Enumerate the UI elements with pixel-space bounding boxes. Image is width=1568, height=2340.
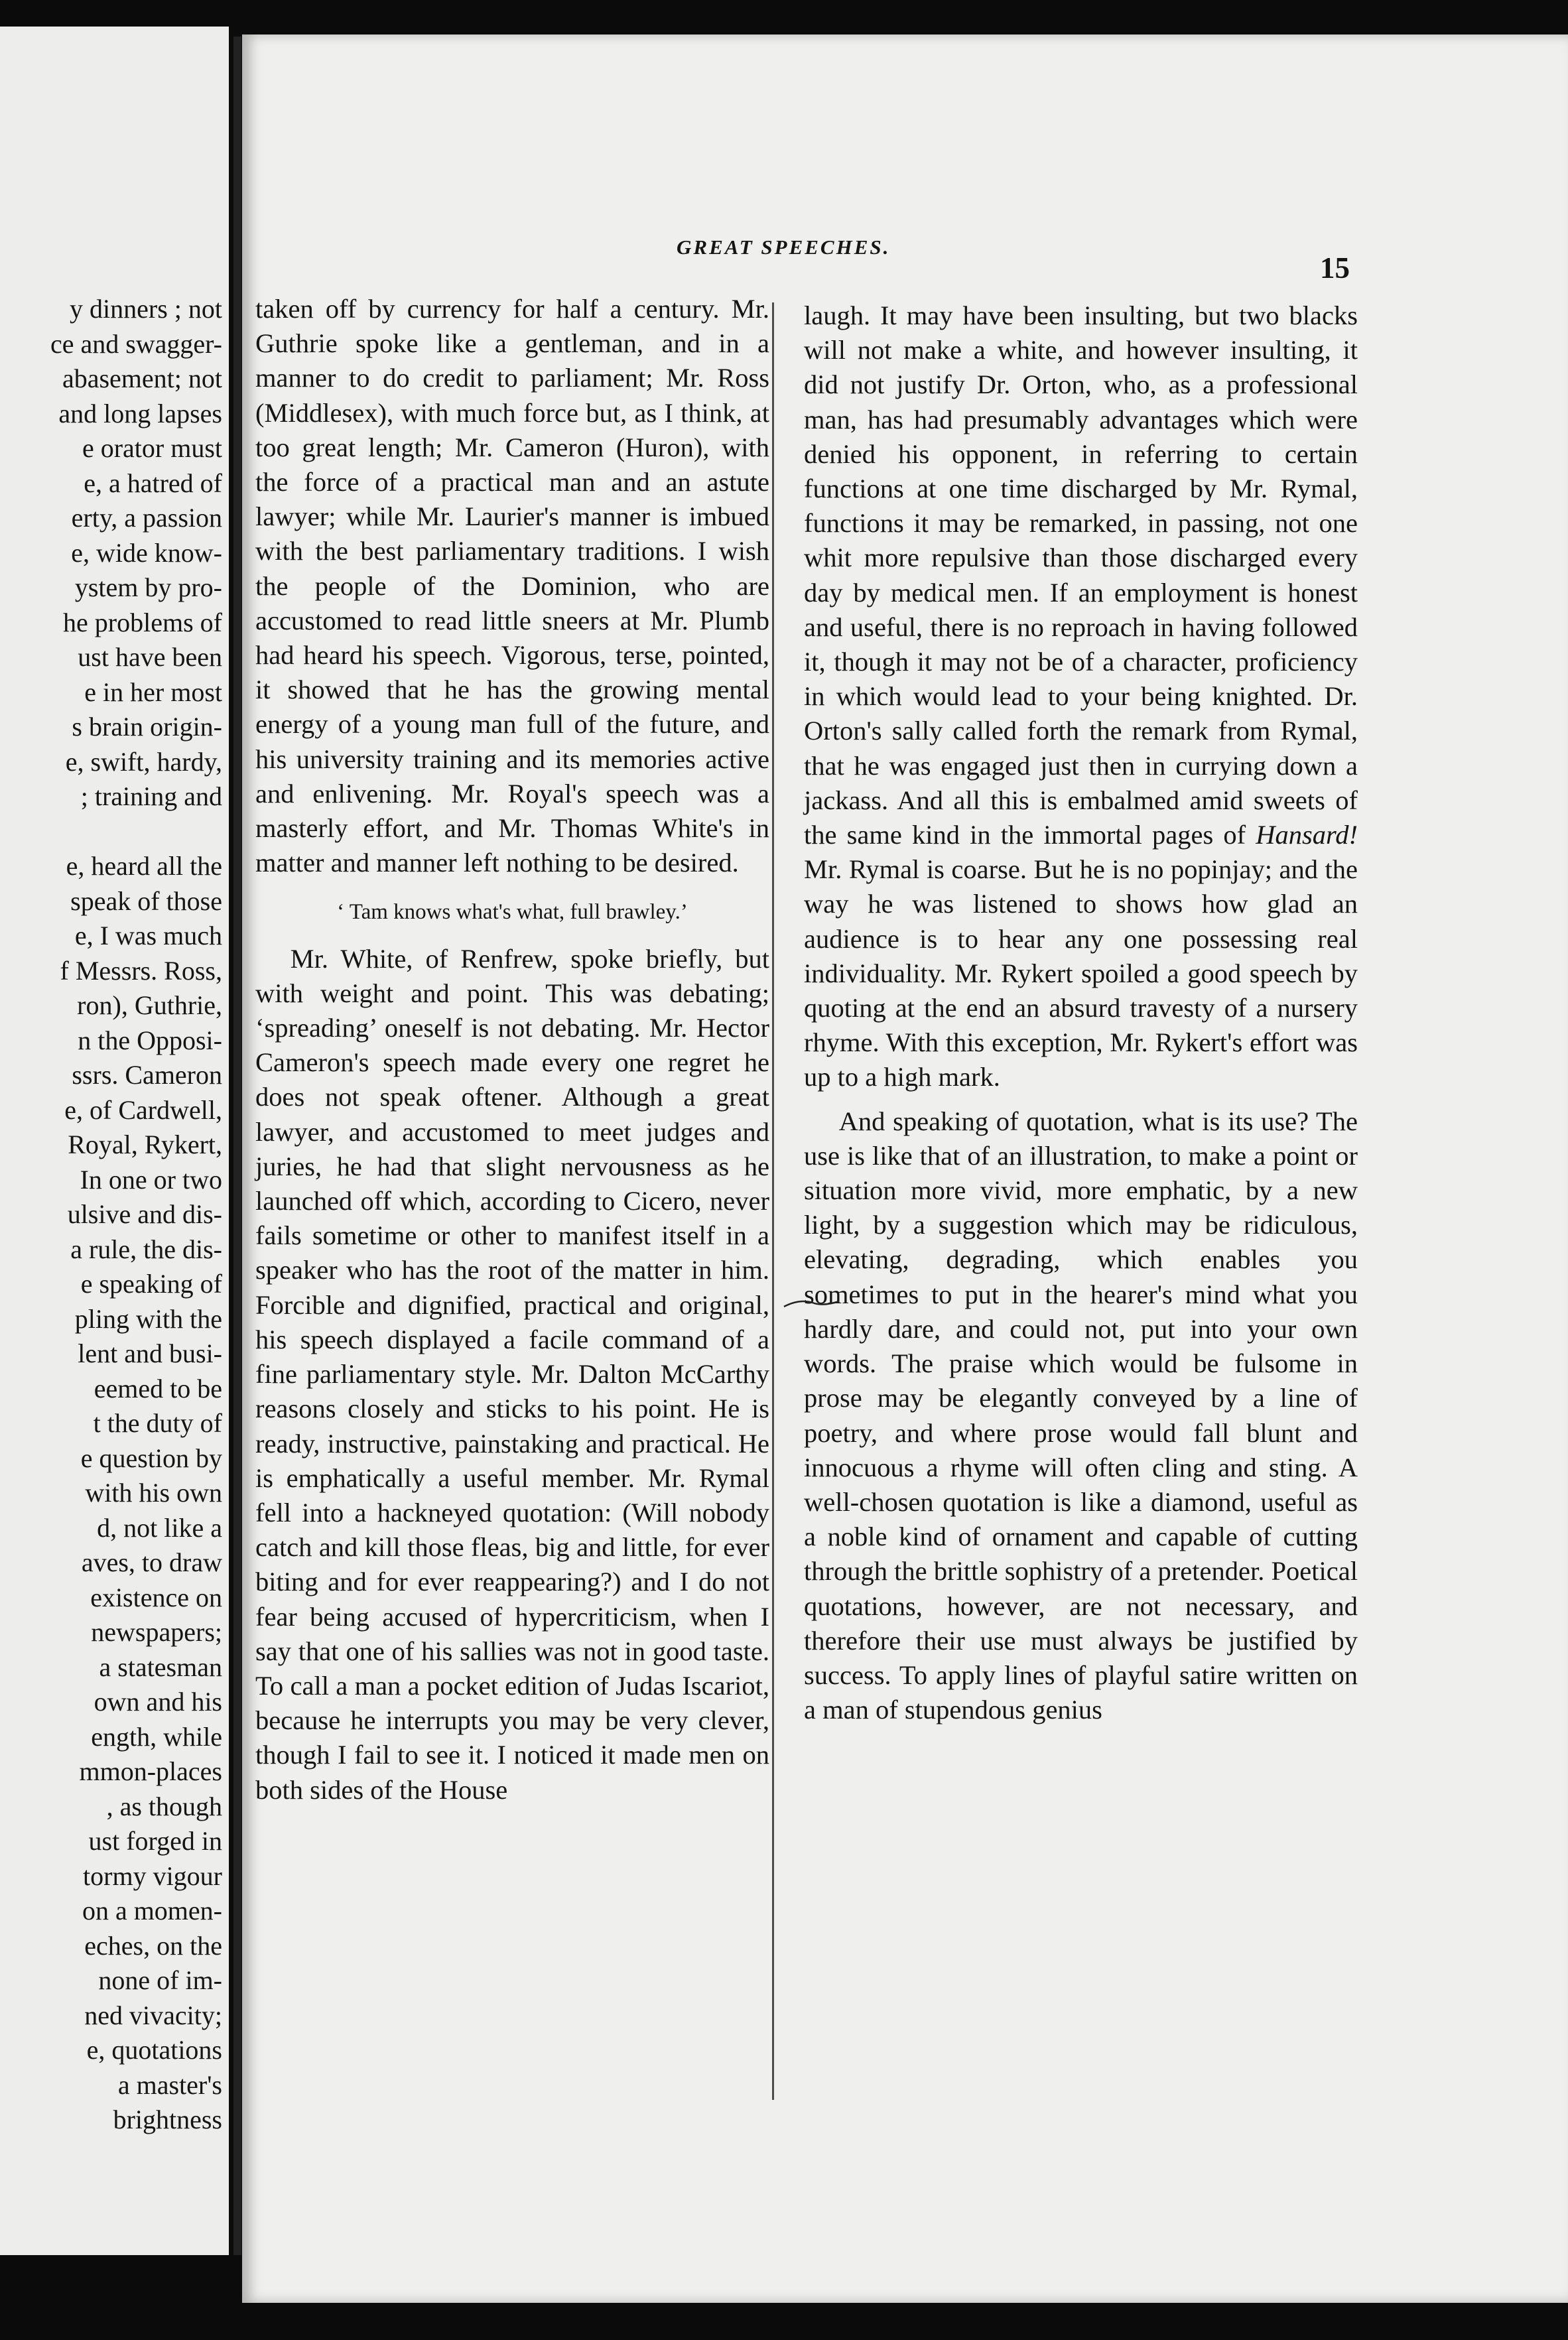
verse-quote: ‘ Tam knows what's what, full brawley.’	[337, 900, 688, 925]
previous-page-line: with his own	[85, 1478, 222, 1508]
previous-page-line: , as though	[106, 1791, 222, 1821]
previous-page-line: aves, to draw	[81, 1547, 222, 1577]
previous-page-line: mmon-places	[79, 1756, 222, 1786]
pen-annotation-mark	[783, 1287, 842, 1320]
previous-page-line: e in her most	[84, 677, 222, 707]
previous-page-line: newspapers;	[91, 1617, 222, 1647]
right-column	[804, 298, 1358, 1727]
previous-page-line: ned vivacity;	[84, 2000, 222, 2030]
previous-page-line	[0, 814, 222, 850]
previous-page-line: ystem by pro-	[74, 572, 222, 602]
previous-page-line: he problems of	[63, 607, 222, 637]
previous-page-line: existence on	[90, 1582, 222, 1612]
previous-page-line: eemed to be	[94, 1373, 222, 1403]
previous-page-line: ust have been	[78, 642, 222, 672]
previous-page-line: brightness	[113, 2105, 222, 2134]
previous-page-line: s brain origin-	[72, 712, 222, 742]
previous-page-line: abasement; not	[62, 363, 222, 393]
previous-page-line: e, I was much	[74, 921, 222, 950]
previous-page-line: and long lapses	[58, 398, 222, 428]
running-head: GREAT SPEECHES.	[677, 235, 891, 259]
previous-page-line: ulsive and dis-	[67, 1199, 222, 1229]
previous-page-line: none of im-	[98, 1965, 222, 1995]
previous-page-line: e, heard all the	[66, 851, 222, 881]
previous-page-line: a rule, the dis-	[70, 1234, 222, 1264]
previous-page-line: eches, on the	[84, 1930, 222, 1961]
right-paragraph-1-text-a: laugh. It may have been insulting, but two blacks will not make a white, and however insulting, it did not justify Dr. Orton, who, as a professional man, has had presumably advantages which were denied his opponent, in referring to certain functions at one time discharged by Mr. Rymal, functions it may be remarked, in passing, not one whit more repulsive than those discharged every day by medical men. If an employment is honest and useful, there is no reproach in having followed it, though it may not be of a character, proficiency in which would lead to your being knighted. Dr. Orton's sally called forth the remark from Rymal, that he was engaged just then in currying down a jackass. And all this is embalmed amid sweets of the same kind in the immortal pages of	[804, 300, 1358, 850]
left-paragraph-2: Mr. White, of Renfrew, spoke briefly, but with weight and point. This was debating; ‘spreading’ oneself is not debating. Mr. Hector Cameron's speech made every one regret he does not speak oftener. Although a great lawyer, and accustomed to meet judges and juries, he had that slight nervousness as he launched off which, according to Cicero, never fails sometime or other to manifest itself in a speaker who has the root of the matter in him. Forcible and dignified, practical and original, his speech displayed a facile command of a fine parliamentary style. Mr. Dalton McCarthy reasons closely and sticks to his point. He is ready, instructive, painstaking and practical. He is emphatically a useful member. Mr. Rymal fell into a hackneyed quotation: (Will nobody catch and kill those fleas, big and little, for ever biting and for ever reappearing?) and I do not fear being accused of hypercriticism, when I say that one of his sallies was not in good taste. To call a man a pocket edition of Judas Iscariot, because he interrupts you may be very clever, though I fail to see it. I noticed it made men on both sides of the House	[255, 943, 769, 1805]
previous-page-line: erty, a passion	[71, 503, 222, 533]
previous-page-line: a master's	[117, 2069, 222, 2100]
previous-page-line: ust forged in	[88, 1826, 222, 1856]
previous-page-line: ron), Guthrie,	[77, 990, 222, 1020]
previous-page-line: e, wide know-	[71, 537, 222, 568]
previous-page-line: ce and swagger-	[50, 328, 222, 359]
right-paragraph-2: And speaking of quotation, what is its use? The use is like that of an illustration, to make a point or situation more vivid, more emphatic, by a new light, by a suggestion which may be ridiculous, elevating, degrading, which enables you sometimes to put in the hearer's mind what you hardly dare, and could not, put into your own words. The praise which would be fulsome in prose may be elegantly conveyed by a line of poetry, and where prose would fall blunt and innocuous a rhyme will often cling and sting. A well-chosen quotation is like a diamond, useful as a noble kind of ornament and capable of cutting through the brittle sophistry of a pretender. Poetical quotations, however, are not necessary, and therefore their use must always be justified by success. To apply lines of playful satire written on a man of stupendous genius	[804, 1106, 1358, 1725]
left-paragraph-1: taken off by currency for half a century. Mr. Guthrie spoke like a gentleman, and in a manner to do credit to parliament; Mr. Ross (Middlesex), with much force but, as I think, at too great length; Mr. Cameron (Huron), with the force of a practical man and an astute lawyer; while Mr. Laurier's manner is imbued with the best parliamentary traditions. I wish the people of the Dominion, who are accustomed to read little sneers at Mr. Plumb had heard his speech. Vigorous, terse, pointed, it showed that he has the growing mental energy of a young man full of the future, and his university training and its memories active and enlivening. Mr. Royal's speech was a masterly effort, and Mr. Thomas White's in matter and manner left nothing to be desired.	[255, 294, 769, 878]
previous-page-line: e speaking of	[80, 1269, 222, 1299]
previous-page-line: ssrs. Cameron	[72, 1060, 222, 1090]
previous-page-line: n the Opposi-	[78, 1025, 222, 1055]
previous-page-line: pling with the	[74, 1303, 222, 1334]
previous-page-line: speak of those	[70, 885, 222, 916]
previous-page-line: t the duty of	[93, 1408, 222, 1438]
left-column	[255, 292, 769, 1807]
previous-page-line: e orator must	[82, 433, 222, 463]
previous-page-line: Royal, Rykert,	[68, 1130, 222, 1159]
previous-page-line: e, quotations	[86, 2035, 222, 2065]
previous-page-line: d, not like a	[97, 1512, 222, 1543]
previous-page-fragment	[0, 27, 229, 2255]
page-binding-shadow	[233, 36, 241, 2255]
page-number: 15	[1320, 251, 1350, 285]
hansard-italic: Hansard!	[1256, 820, 1358, 850]
previous-page-line: tormy vigour	[83, 1860, 222, 1891]
previous-page-line: y dinners ; not	[70, 294, 222, 324]
previous-page-line: f Messrs. Ross,	[60, 955, 222, 986]
previous-page-line: a statesman	[99, 1652, 222, 1682]
column-divider	[772, 302, 774, 2100]
previous-page-line: e, a hatred of	[84, 468, 222, 498]
previous-page-line: In one or two	[80, 1164, 222, 1195]
previous-page-line: e, swift, hardy,	[65, 746, 222, 777]
previous-page-line: on a momen-	[82, 1896, 222, 1925]
right-paragraph-1-text-b: Mr. Rymal is coarse. But he is no popinjay; and the way he was listened to shows how glad an audience is to hear any one possessing real individuality. Mr. Rykert spoiled a good speech by quoting at the end an absurd travesty of a nursery rhyme. With this exception, Mr. Rykert's effort was up to a high mark.	[804, 854, 1358, 1092]
previous-page-line: ; training and	[80, 781, 222, 811]
previous-page-line: e question by	[80, 1443, 222, 1473]
previous-page-line: e, of Cardwell,	[64, 1094, 222, 1125]
previous-page-line: lent and busi-	[78, 1338, 222, 1368]
previous-page-line: ength, while	[91, 1721, 222, 1752]
previous-page-line: own and his	[94, 1687, 222, 1717]
previous-page-text	[0, 292, 222, 2138]
right-paragraph-1	[804, 298, 1358, 1095]
